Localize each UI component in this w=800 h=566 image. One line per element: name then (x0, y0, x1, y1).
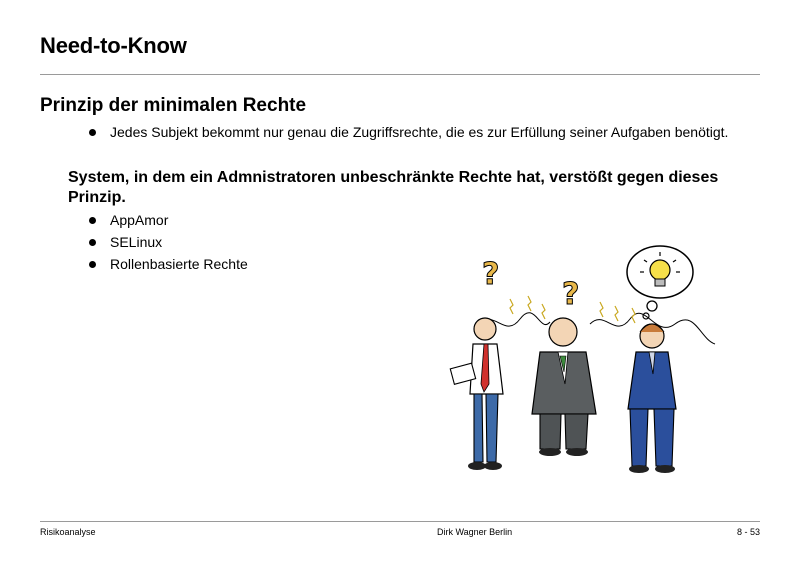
slide-title: Need-to-Know (40, 33, 187, 58)
list-item-text: SELinux (110, 234, 163, 250)
bullet-dot (89, 129, 96, 136)
main-bullet (89, 124, 729, 141)
list-item (89, 234, 162, 251)
man-bald (532, 318, 596, 456)
system-statement: System, in dem ein Admnistratoren unbeschränkte Rechte hat, verstößt gegen dieses Prinzip. (68, 169, 719, 206)
list-item (89, 256, 248, 273)
question-mark-icon: ? (482, 257, 500, 292)
title-divider (40, 74, 760, 75)
thought-bubble (627, 246, 693, 319)
footer-center: Dirk Wagner Berlin (437, 527, 513, 537)
footer-page-number: 8 - 53 (736, 527, 760, 537)
bullet-dot (89, 239, 96, 246)
bullet-dot (89, 261, 96, 268)
list-item-text: AppAmor (110, 212, 169, 228)
footer-left: Risikoanalyse (40, 527, 96, 537)
list-item-text: Rollenbasierte Rechte (110, 256, 248, 272)
footer-divider (40, 521, 760, 522)
main-bullet-text: Jedes Subjekt bekommt nur genau die Zugriffsrechte, die es zur Erfüllung seiner Aufgaben benötigt. (110, 124, 729, 140)
man-reading (450, 318, 503, 470)
list-item (89, 212, 168, 229)
question-mark-icon: ? (562, 277, 580, 312)
section-heading: Prinzip der minimalen Rechte (40, 95, 307, 116)
three-men-illustration (440, 244, 720, 480)
bullet-dot (89, 217, 96, 224)
man-thinking (628, 324, 676, 473)
